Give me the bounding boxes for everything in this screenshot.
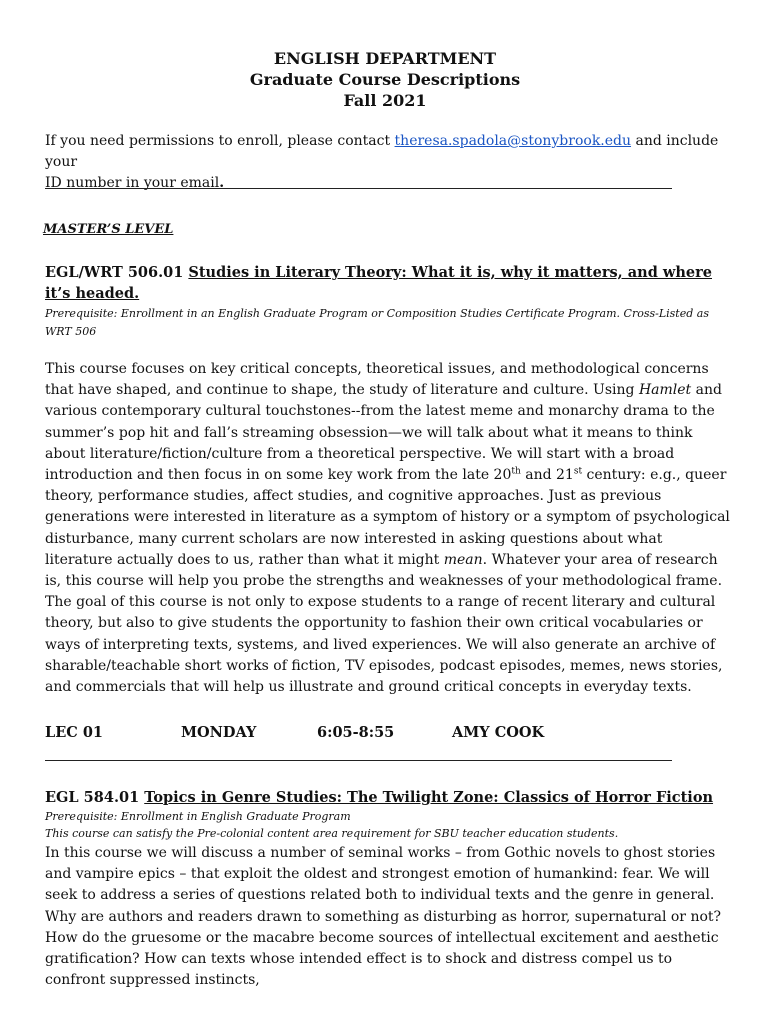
desc-hamlet: Hamlet (638, 382, 692, 399)
desc-mean: mean (443, 551, 483, 568)
section-heading-masters: MASTER’S LEVEL (43, 222, 174, 237)
course-description: In this course we will discuss a number of seminal works – from Gothic novels to ghost stories and vampire epics – that exploit the oldest and strongest emotion of humankind: fear. We will seek to address a series of questions related both to individual texts and the genre in general. Why are authors and readers drawn to something as disturbing as horror, supernatural or not? How do the gruesome or the macabre become sources of intellectual excitement and aesthetic gratification? How can texts whose intended effect is to shock and distress compel us to confront suppressed instincts, (45, 845, 722, 989)
course-name: Topics in Genre Studies: The Twilight Zone: Classics of Horror Fiction (144, 789, 714, 806)
department-heading: ENGLISH DEPARTMENT (273, 49, 497, 68)
course-title-584 (45, 787, 730, 808)
intro-text-cont: and include your (45, 133, 719, 171)
intro-text-line2: ID number in your email (45, 175, 220, 192)
intro-period: . (219, 175, 225, 192)
desc-text: century: e.g., queer theory, performance studies, affect studies, and cognitive approaches. Just as previous generations were interested in literature as a symptom of history or a symptom of psychological disturbance, many current scholars are now interested in asking questions about what literature actually does to us, rather than what it might (45, 467, 730, 568)
lecture-instructor: AMY COOK (452, 724, 545, 741)
course-prerequisite: Prerequisite: Enrollment in English Graduate Program (45, 810, 351, 823)
term-label: Fall 2021 (343, 91, 427, 110)
desc-text: and various contemporary cultural touchstones--from the latest meme and monarchy drama to the summer’s pop hit and fall’s streaming obsession—we will talk about what it means to think about literature/fiction/culture from a theoretical perspective. We will start with a broad introduction and then focus in on some key work from the late 20 (45, 382, 722, 484)
lecture-day: MONDAY (181, 724, 257, 741)
lecture-section: LEC 01 (45, 724, 104, 741)
enrollment-intro (45, 131, 730, 195)
intro-text: If you need permissions to enroll, please contact (45, 133, 395, 149)
lecture-time: 6:05-8:55 (317, 724, 395, 741)
divider (45, 760, 672, 761)
course-title-506 (45, 262, 730, 304)
course-code: EGL 584.01 (45, 789, 145, 806)
course-name: Studies in Literary Theory: What it is, why it matters, and where it’s headed. (45, 264, 712, 302)
desc-text: and 21 (520, 467, 574, 484)
divider (45, 188, 672, 189)
document-title: Graduate Course Descriptions (249, 70, 521, 89)
contact-email-link[interactable]: theresa.spadola@stonybrook.edu (394, 133, 632, 149)
desc-sup: th (511, 466, 521, 477)
desc-text: . Whatever your area of research is, this course will help you probe the strengths and weaknesses of your methodological frame. The goal of this course is not only to expose students to a range of recent literary and cultural theory, but also to give students the opportunity to fashion their own critical vocabularies or ways of interpreting texts, systems, and lived experiences. We will also generate an archive of sharable/teachable short works of fiction, TV episodes, podcast episodes, memes, news stories, and commercials that will help us illustrate and ground critical concepts in everyday texts. (45, 551, 723, 696)
course-prerequisite: Prerequisite: Enrollment in an English Graduate Program or Composition Studies Certificate Program. Cross-Listed as WRT 506 (45, 307, 709, 338)
course-note: This course can satisfy the Pre-colonial content area requirement for SBU teacher education students. (45, 827, 619, 840)
course-description (45, 359, 730, 698)
desc-sup: st (573, 466, 583, 477)
course-code: EGL/WRT 506.01 (45, 264, 189, 281)
desc-text: This course focuses on key critical concepts, theoretical issues, and methodological concerns that have shaped, and continue to shape, the study of literature and culture. Using (45, 361, 709, 399)
